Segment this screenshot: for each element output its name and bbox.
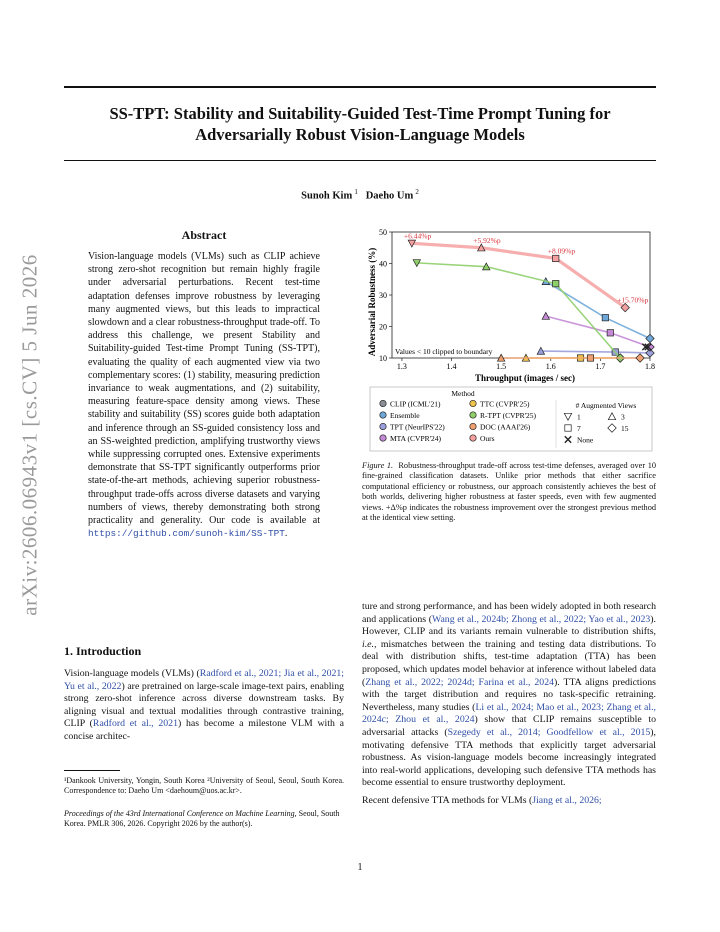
body-text: , mismatches between the training and testing data distributions. To deal with distribution shifts, test-time adaptation (TTA) has been proposed, which updates model behavior at inference without labeled data (: [362, 638, 656, 688]
legend-label: CLIP (ICML'21): [390, 399, 441, 409]
legend-label: TPT (NeurIPS'22): [390, 422, 445, 432]
footnote-rule: [64, 770, 120, 771]
body-text: ), motivating defensive TTA methods that explicitly target adversarial robustness. As vision-language models become increasingly integrated into real-world applications, developing such defensive TTA methods has become essential to ensure trustworthy deployment.: [362, 726, 656, 789]
legend-label: Ours: [480, 434, 495, 443]
legend-view-label: 1: [577, 412, 581, 422]
body-text: ture and strong performance, and has been widely adopted in both research and applications (: [362, 601, 656, 625]
x-tick-label: 1.5: [496, 362, 507, 371]
improvement-annotation: +15.70%p: [617, 295, 649, 305]
improvement-annotation: +6.44%p: [403, 231, 432, 241]
body-text: Recent defensive TTA methods for VLMs (: [362, 794, 533, 806]
legend-label: TTC (CVPR'25): [480, 399, 530, 409]
legend-marker: [380, 435, 386, 441]
arxiv-stamp: [10, 200, 50, 670]
y-tick-label: 50: [379, 228, 387, 237]
paper-title: [64, 103, 656, 145]
x-tick-label: 1.8: [645, 362, 655, 371]
data-point: [553, 280, 559, 286]
citation-link[interactable]: Zhang et al., 2022; 2024d; Farina et al., 2024: [365, 676, 554, 688]
x-tick-label: 1.3: [396, 362, 407, 371]
page-number: 1: [357, 862, 363, 873]
abstract-text: Vision-language models (VLMs) such as CLIP achieve strong zero-shot recognition but remain highly fragile under adversarial perturbations. Recent test-time adaptation defenses improve robustness by leveraging many augmented views, but this leads to impractical slowdown and a clear robustness-throughput trade-off. To address this challenge, we present Stability and Suitability-guided Test-time Prompt Tuning (SS-TPT), evaluating the quality of each augmented view via two complementary scores: (1) stability, measuring prediction invariance to weak augmentations, and (2) suitability, measuring feature-space density among views. These stability and suitability (SS) scores guide both adaptation and inference through an SS-guided consistency loss and an SS-weighted prediction, amplifying trustworthy views while suppressing corrupted ones. Extensive experiments demonstrate that SS-TPT significantly outperforms prior state-of-the-art methods, achieving superior robustness-throughput trade-offs across diverse datasets and varying numbers of views, thereby demonstrating both strong practicality and generality. Our code is available at: [88, 251, 320, 527]
author-name: Daeho Um: [365, 190, 414, 202]
legend-label: R-TPT (CVPR'25): [480, 411, 537, 420]
citation-link[interactable]: Wang et al., 2024b; Zhong et al., 2022; Yao et al., 2023: [432, 613, 651, 625]
citation-link[interactable]: Radford et al., 2021: [92, 718, 178, 730]
x-axis-label: Throughput (images / sec): [474, 373, 576, 383]
caption-label: Figure 1.: [362, 461, 394, 470]
improvement-annotation: +5.92%p: [473, 235, 501, 245]
legend-views-title: # Augmented Views: [575, 401, 637, 410]
y-tick-label: 20: [379, 322, 387, 332]
y-tick-label: 10: [379, 354, 387, 363]
affiliation-mark: 1: [354, 188, 358, 196]
proceedings-copyright: , Seoul, South Korea. PMLR 306, 2026. Copyright 2026 by the author(s).: [64, 809, 340, 828]
abstract-heading: Abstract: [181, 228, 227, 242]
body-text: ). However, CLIP and its variants remain vulnerable to distribution shifts,: [362, 613, 656, 638]
x-tick-label: 1.6: [545, 362, 556, 371]
figure-1-chart: [362, 224, 656, 454]
abstract-body: [88, 250, 320, 540]
section-heading-introduction: 1. Introduction: [64, 644, 142, 658]
legend-view-label: 3: [621, 412, 625, 422]
legend-marker: [380, 412, 386, 418]
proceedings-venue: Proceedings of the 43rd International Conference on Machine Learning: [64, 809, 295, 818]
y-axis-label: Adversarial Robustness (%): [367, 247, 377, 357]
citation-link[interactable]: Li et al., 2024; Mao et al., 2023; Zhang et al., 2024c; Zhou et al., 2024: [362, 701, 657, 726]
intro-paragraph: [64, 668, 344, 744]
caption-text: Robustness-throughput trade-off across test-time defenses, averaged over 10 fine-grained classification datasets. Unlike prior methods that either sacrifice computational efficiency or robustness, our approach consistently achieves the best of both worlds, delivering higher robustness at faster speeds, even with few augmented views. +Δ%p indicates the robustness improvement over the strongest previous method at the identical view setting.: [362, 461, 656, 523]
legend-marker: [470, 400, 476, 406]
legend-label: Ensemble: [390, 411, 420, 420]
affiliation-mark: 2: [415, 188, 419, 196]
data-point: [636, 354, 644, 362]
data-point: [607, 330, 613, 336]
legend-view-label: 15: [621, 424, 629, 433]
intro-text: ) are pretrained on large-scale image-text pairs, enabling strong zero-shot inference across diverse downstream tasks. By aligning visual and textual modalities through contrastive training, CLIP (: [64, 680, 344, 730]
legend-marker: [380, 400, 386, 406]
series-line: [417, 263, 620, 358]
citation-link[interactable]: Szegedy et al., 2014; Goodfellow et al., 2015: [447, 726, 651, 738]
citation-link[interactable]: Jiang et al., 2026;: [532, 794, 602, 806]
improvement-annotation: +8.09%p: [547, 246, 576, 256]
robustness-throughput-plot: [362, 224, 656, 454]
series-line: [412, 243, 625, 307]
legend-marker: [380, 423, 386, 429]
proceedings-note: [64, 809, 344, 829]
arxiv-stamp-text: arXiv:2606.06943v1 [cs.CV] 5 Jun 2026: [17, 254, 42, 616]
title-line-1: SS-TPT: Stability and Suitability-Guided Test-Time Prompt Tuning for: [109, 104, 611, 123]
body-text: i.e.: [362, 638, 374, 650]
right-column-text: [362, 601, 656, 808]
legend-marker: [470, 435, 476, 441]
title-bottom-rule: [64, 160, 656, 161]
series-line: [541, 351, 650, 353]
author-line: [64, 188, 656, 202]
legend-view-label: 7: [577, 424, 581, 433]
plot-frame: [392, 232, 650, 358]
body-text: ). TTA aligns predictions with the target distribution and requires no task-specific retraining. Nevertheless, many studies (: [362, 676, 656, 713]
title-line-2: Adversarially Robust Vision-Language Models: [195, 125, 525, 144]
top-rule: [64, 86, 656, 88]
legend-label: DOC (AAAI'26): [480, 422, 531, 432]
body-text: ) show that CLIP remains susceptible to adversarial attacks (: [362, 714, 656, 738]
intro-text: Vision-language models (VLMs) (: [64, 668, 200, 679]
data-point: [542, 312, 549, 319]
legend-label: MTA (CVPR'24): [390, 434, 441, 443]
legend-view-label: None: [577, 435, 594, 445]
right-paragraph-1: [362, 601, 656, 790]
y-tick-label: 30: [379, 291, 387, 300]
right-paragraph-2: [362, 795, 656, 808]
data-point: [602, 314, 608, 320]
legend-view-marker: [565, 425, 571, 431]
intro-text: ) has become a milestone VLM with a concise architec-: [64, 718, 344, 742]
code-link[interactable]: https://github.com/sunoh-kim/SS-TPT: [88, 528, 285, 540]
legend-marker: [470, 423, 476, 429]
affiliation-footnote: ¹Dankook University, Yongin, South Korea ²University of Seoul, Seoul, South Korea. Correspondence to: Daeho Um <daehoum@uos.ac.kr>.: [64, 776, 344, 795]
legend-title: Method: [451, 389, 475, 398]
legend-marker: [470, 412, 476, 418]
author-name: Sunoh Kim: [301, 190, 353, 202]
data-point: [587, 355, 593, 361]
citation-link[interactable]: Radford et al., 2021; Jia et al., 2021; Yu et al., 2022: [64, 668, 344, 692]
figure-caption: [362, 461, 656, 523]
abstract-end: .: [284, 528, 288, 540]
y-tick-label: 40: [379, 259, 387, 269]
clip-note: Values < 10 clipped to boundary: [395, 347, 493, 356]
x-tick-label: 1.7: [595, 362, 606, 371]
data-point: [646, 334, 654, 342]
x-tick-label: 1.4: [446, 362, 457, 371]
data-point: [553, 255, 559, 261]
